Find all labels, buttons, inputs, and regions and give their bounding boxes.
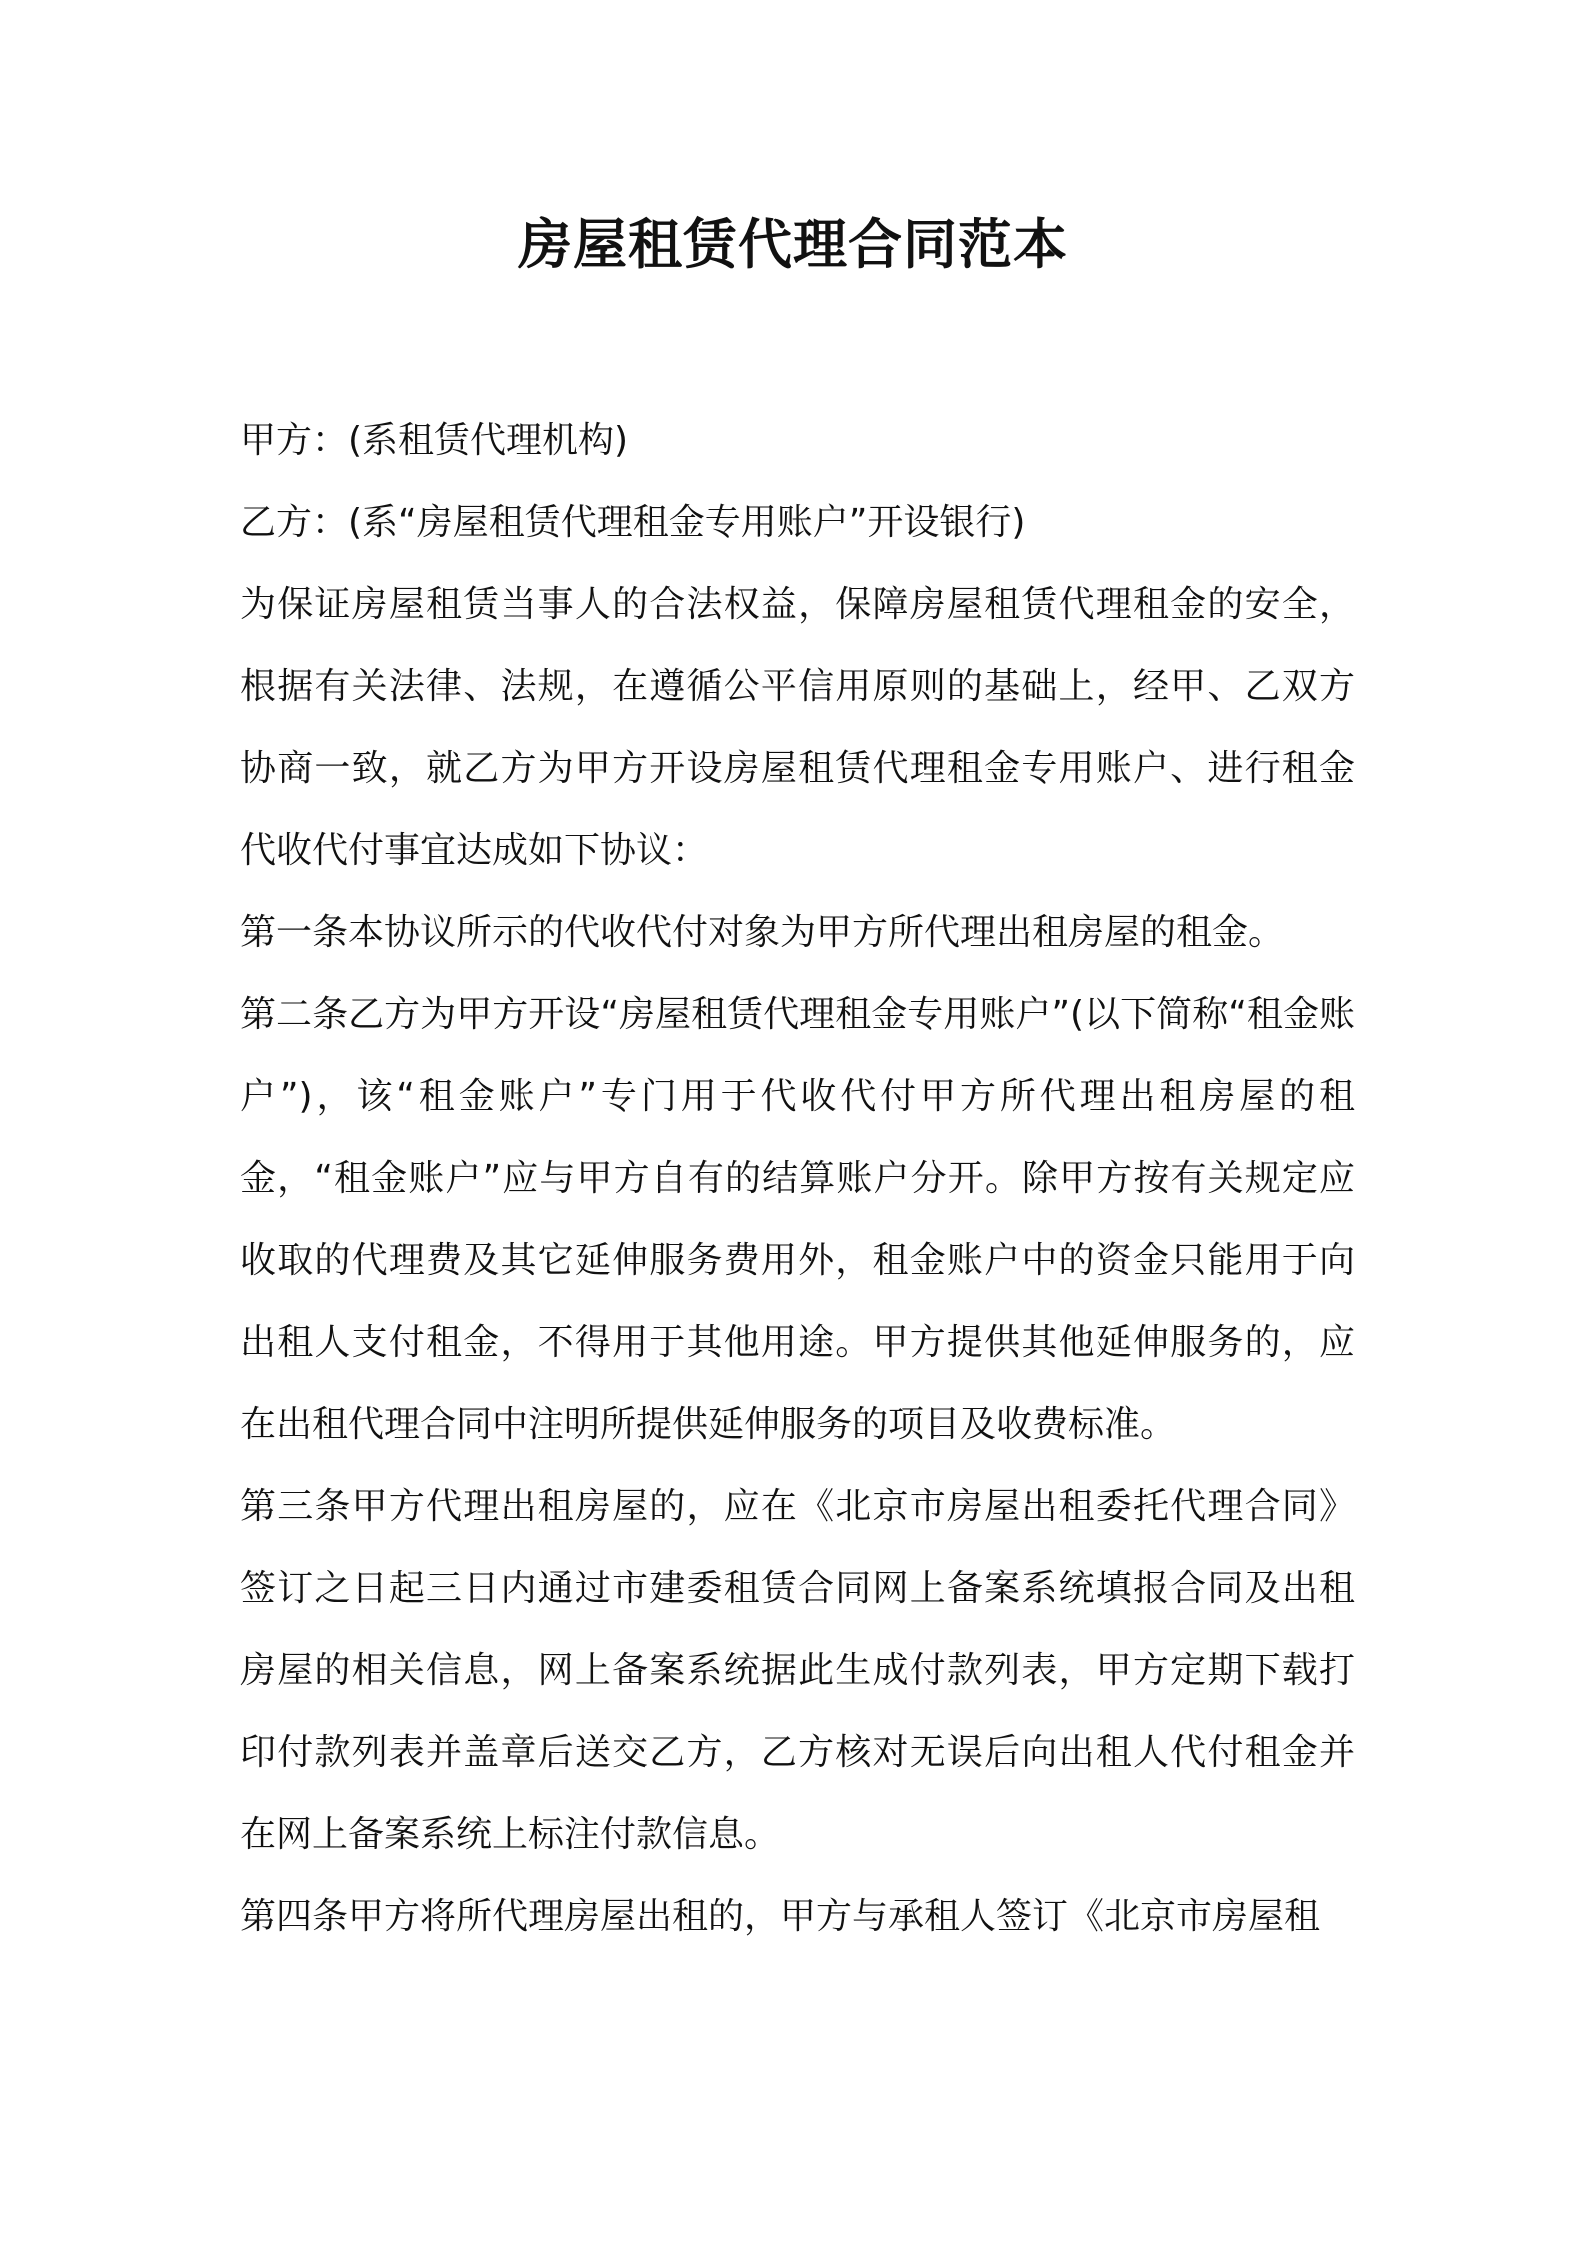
document-body [240, 400, 1355, 1958]
preamble-paragraph: 为保证房屋租赁当事人的合法权益，保障房屋租赁代理租金的安全，根据有关法律、法规，在遵循公平信用原则的基础上，经甲、乙双方协商一致，就乙方为甲方开设房屋租赁代理租金专用账户、进行租金代收代付事宜达成如下协议： [240, 584, 1355, 871]
article-1-paragraph: 第一条本协议所示的代收代付对象为甲方所代理出租房屋的租金。 [240, 912, 1285, 953]
party-a-line: 甲方：(系租赁代理机构) [240, 420, 629, 461]
article-2-paragraph: 第二条乙方为甲方开设“房屋租赁代理租金专用账户”(以下简称“租金账户”)，该“租金账户”专门用于代收代付甲方所代理出租房屋的租金，“租金账户”应与甲方自有的结算账户分开。除甲方按有关规定应收取的代理费及其它延伸服务费用外，租金账户中的资金只能用于向出租人支付租金，不得用于其他用途。甲方提供其他延伸服务的，应在出租代理合同中注明所提供延伸服务的项目及收费标准。 [240, 994, 1355, 1445]
article-3-paragraph: 第三条甲方代理出租房屋的，应在《北京市房屋出租委托代理合同》签订之日起三日内通过市建委租赁合同网上备案系统填报合同及出租房屋的相关信息，网上备案系统据此生成付款列表，甲方定期下载打印付款列表并盖章后送交乙方，乙方核对无误后向出租人代付租金并在网上备案系统上标注付款信息。 [240, 1486, 1355, 1855]
party-b-line: 乙方：(系“房屋租赁代理租金专用账户”开设银行) [240, 502, 1026, 543]
article-4-paragraph: 第四条甲方将所代理房屋出租的，甲方与承租人签订《北京市房屋租 [240, 1896, 1321, 1937]
document-title: 房屋租赁代理合同范本 [518, 213, 1068, 276]
